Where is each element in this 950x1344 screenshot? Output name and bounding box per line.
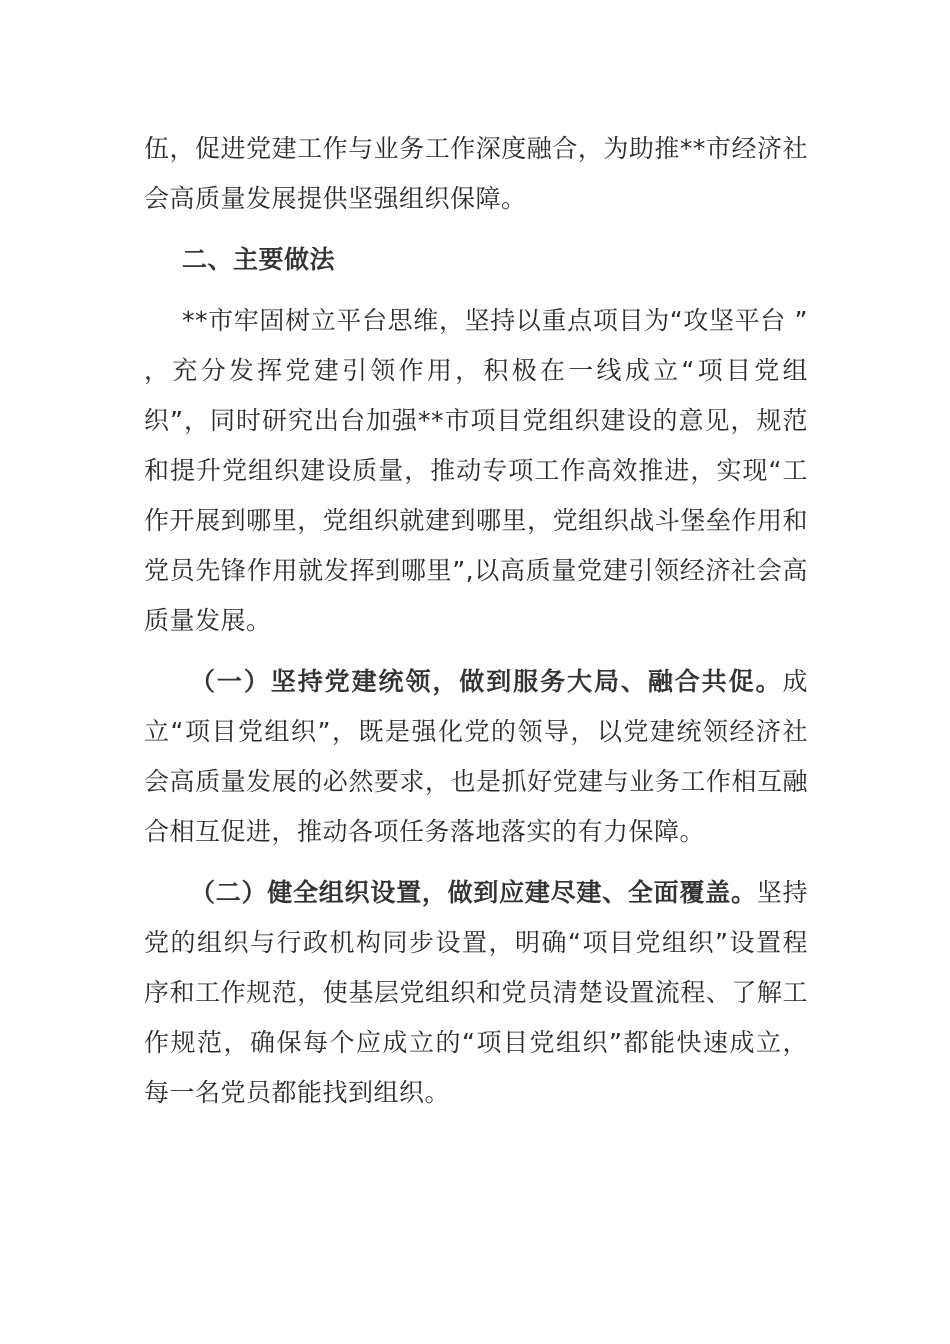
paragraph-continuation: 伍，促进党建工作与业务工作深度融合，为助推**市经济社会高质量发展提供坚强组织保障。 (144, 134, 808, 213)
document-body (144, 124, 808, 1129)
section-heading-main-practices: 二、主要做法 (182, 245, 336, 274)
subsection-2-lead: （二）健全组织设置，做到应建尽建、全面覆盖。 (190, 878, 757, 907)
paragraph-main-practices: **市牢固树立平台思维，坚持以重点项目为“攻坚平台 ” ，充分发挥党建引领作用，积极在一线成立“项目党组织”，同时研究出台加强**市项目党组织建设的意见，规范和提升党组织建设质量，推动专项工作高效推进，实现“工作开展到哪里，党组织就建到哪里，党组织战斗堡垒作用和党员先锋作用就发挥到哪里”,以高质量党建引领经济社会高质量发展。 (144, 306, 808, 635)
subsection-1-lead: （一）坚持党建统领，做到服务大局、融合共促。 (190, 667, 783, 696)
subsection-1-body: 成立“项目党组织”，既是强化党的领导，以党建统领经济社会高质量发展的必然要求，也是抓好党建与业务工作相互融合相互促进，推动各项任务落地落实的有力保障。 (144, 667, 808, 846)
paragraph-subsection-2 (144, 868, 808, 1118)
paragraph-subsection-1 (144, 657, 808, 857)
subsection-2-body: 坚持党的组织与行政机构同步设置，明确“项目党组织”设置程序和工作规范，使基层党组织和党员清楚设置流程、了解工作规范，确保每个应成立的“项目党组织”都能快速成立，每一名党员都能找到组织。 (144, 878, 808, 1107)
